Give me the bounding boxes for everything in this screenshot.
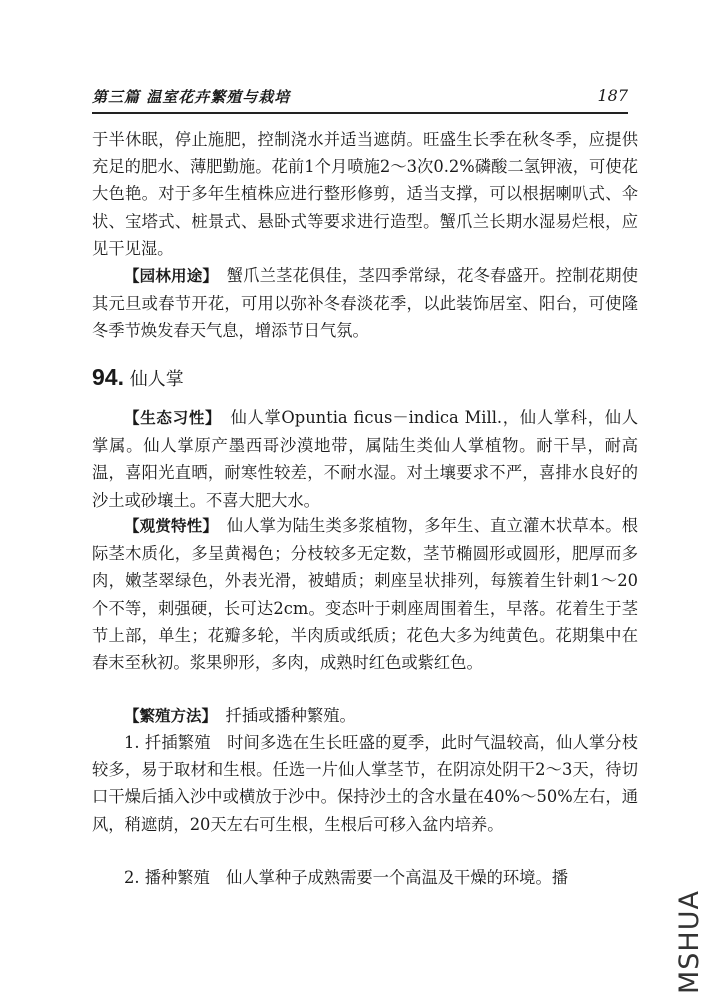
paragraph-cutting: 1. 扦插繁殖 时间多选在生长旺盛的夏季，此时气温较高，仙人掌分枝较多，易于取材和生根。任选一片仙人掌茎节，在阴凉处阴干2～3天，待切口干燥后插入沙中或横放于沙中。保持沙土的含水量在40%～50%左右，通风，稍遮荫，20天左右可生根，生根后可移入盆内培养。 xyxy=(92,733,638,834)
watermark: MSHUA xyxy=(674,890,705,994)
paragraph-landscape-use xyxy=(92,262,638,345)
paragraph-text: 蟹爪兰茎花俱佳，茎四季常绿，花冬春盛开。控制花期使其元旦或春节开花，可用以弥补冬春淡花季，以此装饰居室、阳台，可使隆冬季节焕发春天气息，增添节日气氛。 xyxy=(92,266,638,341)
page-number: 187 xyxy=(597,86,628,105)
section-heading-ornamental: 【观赏特性】 xyxy=(124,517,211,535)
section-heading-ecology: 【生态习性】 xyxy=(124,409,214,427)
page-header xyxy=(92,86,628,108)
header-rule xyxy=(92,112,628,114)
paragraph-text: 扦插或播种繁殖。 xyxy=(209,706,356,725)
paragraph-continued: 于半休眠，停止施肥，控制浇水并适当遮荫。旺盛生长季在秋冬季，应提供充足的肥水、薄肥勤施。花前1个月喷施2～3次0.2%磷酸二氢钾液，可使花大色艳。对于多年生植株应进行整形修剪，适当支撑，可以根据喇叭式、伞状、宝塔式、桩景式、悬卧式等要求进行造型。蟹爪兰长期水湿易烂根，应见干见湿。 xyxy=(92,130,638,258)
paragraph-text: 仙人掌为陆生类多浆植物，多年生、直立灌木状草本。根际茎木质化，多呈黄褐色；分枝较多无定数，茎节椭圆形或圆形，肥厚而多肉，嫩茎翠绿色，外表光滑，被蜡质；刺座呈状排列，每簇着生针刺1～20个不等，刺强硬，长可达2cm。变态叶于刺座周围着生，早落。花着生于茎节上部，单生；花瓣多轮，半肉质或纸质；花色大多为纯黄色。花期集中在春末至秋初。浆果卵形，多肉，成熟时红色或紫红色。 xyxy=(92,516,638,673)
species-number: 94. xyxy=(92,364,124,390)
section-heading-landscape-use: 【园林用途】 xyxy=(124,267,211,285)
running-head: 第三篇 温室花卉繁殖与栽培 xyxy=(92,88,291,106)
paragraph-ecology xyxy=(92,404,638,514)
paragraph-sowing: 2. 播种繁殖 仙人掌种子成熟需要一个高温及干燥的环境。播 xyxy=(124,868,569,887)
paragraph-propagation xyxy=(92,702,638,730)
species-heading xyxy=(92,364,184,391)
paragraph-text: 仙人掌Opuntia ficus－indica Mill.，仙人掌科，仙人掌属。仙人掌原产墨西哥沙漠地带，属陆生类仙人掌植物。耐干旱，耐高温，喜阳光直晒，耐寒性较差，不耐水湿。对土壤要求不严，喜排水良好的沙土或砂壤土。不喜大肥大水。 xyxy=(92,408,638,510)
species-title: 仙人掌 xyxy=(129,369,184,390)
section-heading-propagation: 【繁殖方法】 xyxy=(124,707,210,725)
paragraph-ornamental xyxy=(92,512,638,676)
